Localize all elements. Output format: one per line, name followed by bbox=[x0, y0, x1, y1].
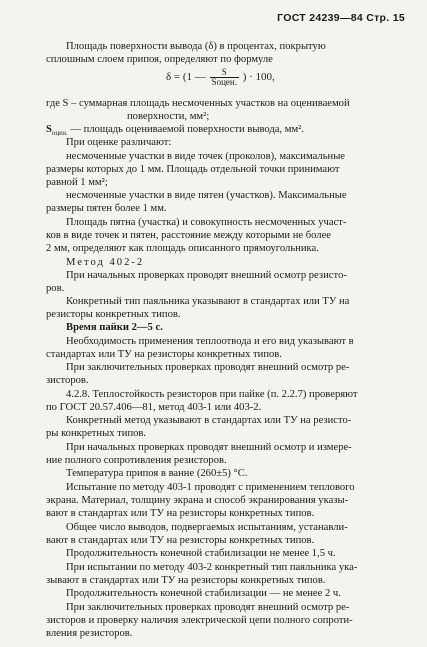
symbol-subscript: оцен. bbox=[51, 129, 68, 138]
formula-lhs: δ = (1 — bbox=[166, 71, 206, 84]
text-line: где S – суммарная площадь несмоченных участков на оцениваемой bbox=[46, 98, 350, 109]
text-line: При начальных проверках проводят внешний осмотр резистo- bbox=[66, 270, 347, 281]
text-line: Необходимость применения теплоотвода и его вид указывают в bbox=[66, 336, 354, 347]
text-line: зывают в стандартах или ТУ на резисторы конкретных типов. bbox=[46, 575, 326, 586]
text-line: При испытании по методу 403-2 конкретный тип паяльника ука- bbox=[66, 562, 358, 573]
text-line: Общее число выводов, подвергаемых испытаниям, устанавли- bbox=[66, 522, 348, 533]
text-line: поверхности, мм²; bbox=[127, 111, 210, 122]
text-line: равной 1 мм²; bbox=[46, 177, 108, 188]
text-line: зисторов и проверку наличия электрической цепи полного сопроти- bbox=[46, 615, 353, 626]
text-line: несмоченные участки в виде пятен (участков). Максимальные bbox=[66, 190, 347, 201]
text-line: При оценке различают: bbox=[66, 137, 172, 148]
text-line: Конкретный метод указывают в стандартах или ТУ на резисто- bbox=[66, 415, 352, 426]
text-line: размеры которых до 1 мм. Площадь отдельной точки принимают bbox=[46, 164, 340, 175]
text-line: Температура припоя в ванне (260±5) °С. bbox=[66, 468, 248, 479]
text-line: 4.2.8. Теплостойкость резисторов при пайке (п. 2.2.7) проверяют bbox=[66, 389, 358, 400]
text-line: резисторы конкретных типов. bbox=[46, 309, 181, 320]
text-line: вления резисторов. bbox=[46, 628, 133, 639]
text-line: по ГОСТ 20.57.406—81, метод 403-1 или 403-2. bbox=[46, 402, 262, 413]
page-header: ГОСТ 24239—84 Стр. 15 bbox=[277, 12, 405, 24]
formula-rhs: ) · 100, bbox=[242, 71, 275, 84]
text-line: ков в виде точек и пятен, расстояние между которыми не более bbox=[46, 230, 331, 241]
text-line: ние полного сопротивления резисторов. bbox=[46, 455, 227, 466]
text-line: Площадь пятна (участка) и совокупность несмоченных участ- bbox=[66, 217, 347, 228]
text-line: ры конкретных типов. bbox=[46, 428, 147, 439]
text-line: Время пайки 2—5 с. bbox=[66, 322, 163, 333]
section-heading: Метод 402-2 bbox=[66, 257, 145, 268]
text-line: зисторов. bbox=[46, 375, 89, 386]
symbol-s: S bbox=[46, 124, 52, 135]
text-line: размеры пятен более 1 мм. bbox=[46, 203, 167, 214]
text-line: стандартах или ТУ на резисторы конкретных типов. bbox=[46, 349, 282, 360]
text-line: Площадь поверхности вывода (δ) в процентах, покрытую bbox=[66, 41, 326, 52]
text-line: Продолжительность конечной стабилизации не менее 1,5 ч. bbox=[66, 548, 336, 559]
text-line: Испытание по методу 403-1 проводят с применением теплового bbox=[66, 482, 355, 493]
text-line: При начальных проверках проводят внешний осмотр и измере- bbox=[66, 442, 352, 453]
text-line: При заключительных проверках проводят внешний осмотр ре- bbox=[66, 602, 350, 613]
text-line: ров. bbox=[46, 283, 65, 294]
text-line: Конкретный тип паяльника указывают в стандартах или ТУ на bbox=[66, 296, 350, 307]
text-line: несмоченные участки в виде точек (проколов), максимальные bbox=[66, 151, 346, 162]
definition-text: — площадь оцениваемой поверхности вывода, мм². bbox=[70, 124, 304, 135]
text-line: сплошным слоем припоя, определяют по формуле bbox=[46, 54, 273, 65]
text-line: вают в стандартах или ТУ на резисторы конкретных типов. bbox=[46, 508, 315, 519]
text-line: Продолжительность конечной стабилизации — не менее 2 ч. bbox=[66, 588, 341, 599]
text-line: экрана. Материал, толщину экрана и способ экранирования указы- bbox=[46, 495, 349, 506]
formula-denominator: Sоцен. bbox=[211, 77, 237, 87]
text-line: При заключительных проверках проводят внешний осмотр ре- bbox=[66, 362, 350, 373]
text-line: 2 мм, определяют как площадь описанного прямоугольника. bbox=[46, 243, 319, 254]
formula bbox=[166, 68, 275, 87]
formula-numerator: S bbox=[210, 68, 239, 78]
text-line: вают в стандартах или ТУ на резисторы конкретных типов. bbox=[46, 535, 315, 546]
formula-fraction bbox=[210, 68, 239, 87]
